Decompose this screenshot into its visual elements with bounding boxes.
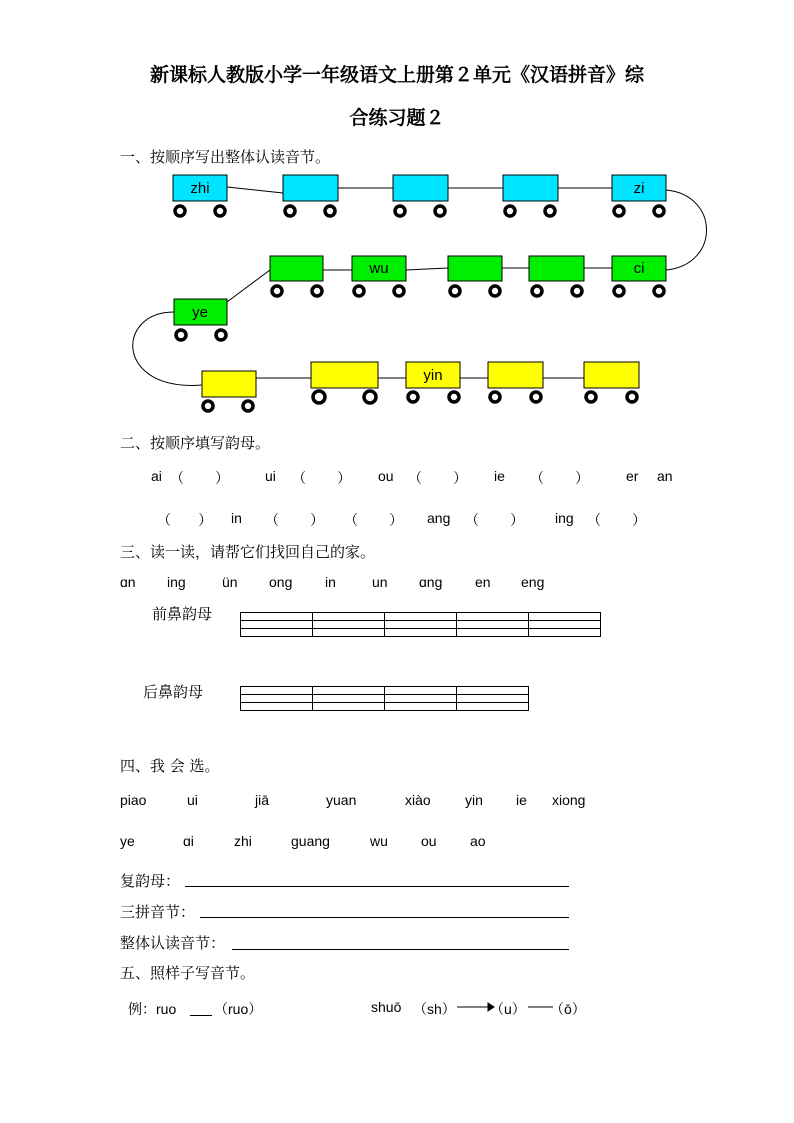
fill-item: ing <box>555 510 574 526</box>
vowel-item: ɑn <box>120 574 136 590</box>
fill-item: ui <box>265 468 276 484</box>
fill-item: ou <box>378 468 394 484</box>
car-blank <box>283 175 338 201</box>
section4-heading: 四、我 会 选。 <box>120 757 220 775</box>
car-label-ci: ci <box>633 260 645 277</box>
car-zi <box>612 175 666 201</box>
syllable-item: xiong <box>552 792 586 808</box>
car-blank <box>202 371 256 397</box>
whole-syllable-answer-line[interactable] <box>232 949 569 950</box>
syllable-item: ye <box>120 833 135 849</box>
paren-blank[interactable]: （ ） <box>265 512 325 528</box>
syllable-item: ou <box>421 833 437 849</box>
title-line2: 合练习题２ <box>349 107 445 129</box>
section3-heading: 三、读一读，请帮它们找回自己的家。 <box>120 543 376 561</box>
car-label-yin: yin <box>423 367 443 384</box>
syllable-item: jiā <box>255 792 270 808</box>
car-blank <box>311 362 378 388</box>
shuo-syllable: shuō <box>371 999 402 1015</box>
example-blank[interactable] <box>190 1015 212 1016</box>
car-label-zi: zi <box>633 180 645 197</box>
vowel-item: in <box>325 574 336 590</box>
final-o: （ō） <box>550 1001 586 1017</box>
syllable-item: zhi <box>234 833 252 849</box>
car-label-ye: ye <box>192 304 208 321</box>
car-ye <box>174 299 227 325</box>
triple-syllable-answer-line[interactable] <box>200 917 569 918</box>
car-blank <box>584 362 639 388</box>
paren-blank[interactable]: （ ） <box>408 470 468 486</box>
syllable-item: yin <box>465 792 483 808</box>
car-blank <box>503 175 558 201</box>
triple-syllable-label: 三拼音节： <box>120 903 196 921</box>
fill-item: ie <box>494 468 505 484</box>
car-blank <box>448 256 502 281</box>
initial-sh: （sh） <box>413 1001 456 1017</box>
paren-blank[interactable]: （ ） <box>587 512 647 528</box>
car-label-zhi: zhi <box>190 180 210 197</box>
paren-blank[interactable]: （ ） <box>157 512 213 528</box>
back-nasal-label: 后鼻韵母 <box>143 683 204 701</box>
vowel-item: eng <box>521 574 545 590</box>
front-nasal-grid[interactable] <box>240 612 601 637</box>
car-blank <box>488 362 543 388</box>
paren-blank[interactable]: （ ） <box>465 512 525 528</box>
section5-heading: 五、照样子写音节。 <box>120 964 256 982</box>
paren-blank[interactable]: （ ） <box>292 470 352 486</box>
section2-heading: 二、按顺序填写韵母。 <box>120 434 271 452</box>
vowel-item: en <box>475 574 491 590</box>
syllable-item: ie <box>516 792 527 808</box>
syllable-item: xiào <box>405 792 431 808</box>
compound-vowel-answer-line[interactable] <box>185 886 569 887</box>
syllable-item: guang <box>291 833 330 849</box>
fill-item: in <box>231 510 242 526</box>
paren-blank[interactable]: （ ） <box>170 470 230 486</box>
syllable-item: wu <box>370 833 388 849</box>
syllable-item: ao <box>470 833 486 849</box>
back-nasal-grid[interactable] <box>240 686 529 711</box>
example-answer: （ruo） <box>214 1001 263 1017</box>
car-blank <box>270 256 323 281</box>
vowel-item: ing <box>167 574 186 590</box>
title-line1: 新课标人教版小学一年级语文上册第２单元《汉语拼音》综 <box>149 64 644 86</box>
vowel-item: ong <box>269 574 293 590</box>
paren-blank[interactable]: （ ） <box>530 470 590 486</box>
fill-item: ang <box>427 510 451 526</box>
section1-heading: 一、按顺序写出整体认读音节。 <box>120 148 331 166</box>
syllable-item: ɑi <box>183 833 194 849</box>
fill-item: an <box>657 468 673 484</box>
car-wu <box>352 256 406 281</box>
paren-blank[interactable]: （ ） <box>344 512 404 528</box>
whole-syllable-label: 整体认读音节： <box>120 934 226 952</box>
fill-item: ai <box>151 468 162 484</box>
car-yin <box>406 362 460 388</box>
example-label: 例：ruo <box>128 1001 177 1017</box>
vowel-item: ün <box>222 574 238 590</box>
car-blank <box>529 256 584 281</box>
fill-item: er <box>626 468 639 484</box>
vowel-item: ɑng <box>419 574 443 590</box>
car-zhi <box>173 175 227 201</box>
car-blank <box>393 175 448 201</box>
syllable-item: piao <box>120 792 147 808</box>
car-label-wu: wu <box>369 260 389 277</box>
front-nasal-label: 前鼻韵母 <box>152 605 213 623</box>
vowel-item: un <box>372 574 388 590</box>
syllable-item: ui <box>187 792 198 808</box>
compound-vowel-label: 复韵母： <box>120 872 181 890</box>
syllable-item: yuan <box>326 792 357 808</box>
car-ci <box>612 256 666 281</box>
final-u: （u） <box>490 1001 526 1017</box>
